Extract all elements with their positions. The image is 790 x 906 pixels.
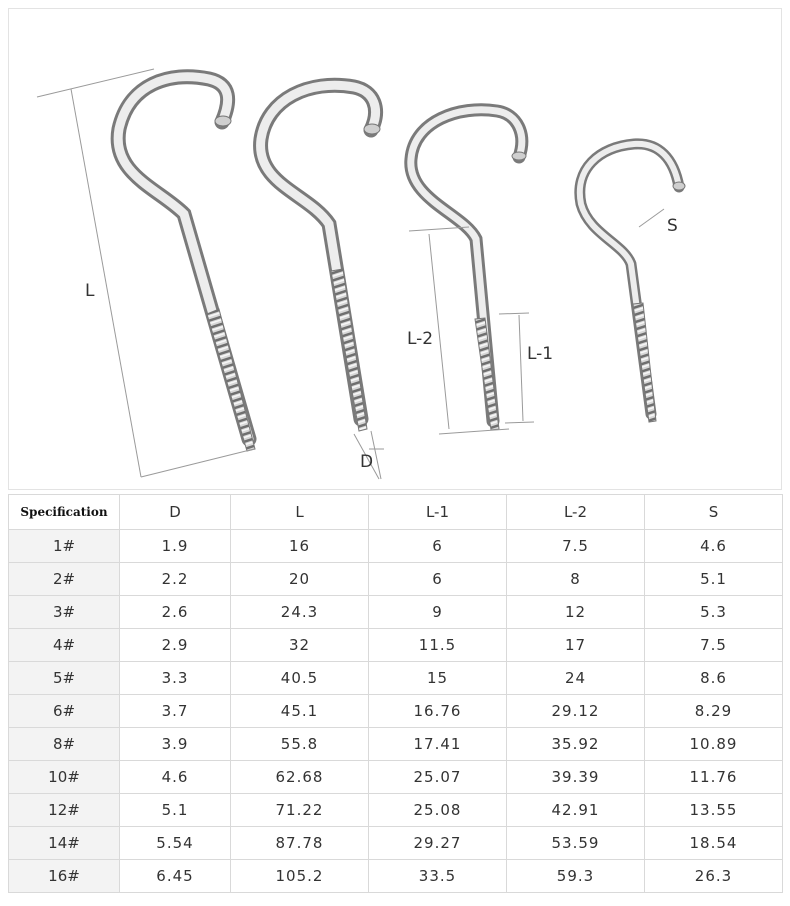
table-row (9, 695, 783, 728)
d-cell: 3.7 (120, 695, 231, 728)
d-cell: 2.9 (120, 629, 231, 662)
l2-cell: 59.3 (507, 860, 645, 893)
spec-cell: 2# (9, 563, 120, 596)
d-cell: 5.1 (120, 794, 231, 827)
l2-cell: 42.91 (507, 794, 645, 827)
table-header-row (9, 495, 783, 530)
hook-4 (580, 144, 685, 422)
table-row (9, 530, 783, 563)
header-specification: Specification (9, 495, 120, 530)
table-row (9, 860, 783, 893)
l2-cell: 8 (507, 563, 645, 596)
table-row (9, 794, 783, 827)
s-cell: 18.54 (645, 827, 783, 860)
l-cell: 40.5 (231, 662, 369, 695)
spec-cell: 12# (9, 794, 120, 827)
spec-cell: 8# (9, 728, 120, 761)
l2-cell: 12 (507, 596, 645, 629)
hook-3 (411, 110, 526, 430)
d-cell: 3.3 (120, 662, 231, 695)
l-cell: 71.22 (231, 794, 369, 827)
l1-cell: 11.5 (369, 629, 507, 662)
product-photo (8, 8, 782, 490)
l1-cell: 33.5 (369, 860, 507, 893)
l2-cell: 39.39 (507, 761, 645, 794)
spec-cell: 3# (9, 596, 120, 629)
l1-cell: 6 (369, 563, 507, 596)
l2-cell: 53.59 (507, 827, 645, 860)
table-row (9, 563, 783, 596)
l1-cell: 6 (369, 530, 507, 563)
l1-cell: 15 (369, 662, 507, 695)
s-cell: 7.5 (645, 629, 783, 662)
l-cell: 24.3 (231, 596, 369, 629)
s-cell: 4.6 (645, 530, 783, 563)
d-cell: 2.6 (120, 596, 231, 629)
l-cell: 45.1 (231, 695, 369, 728)
l1-cell: 17.41 (369, 728, 507, 761)
s-cell: 5.1 (645, 563, 783, 596)
s-cell: 13.55 (645, 794, 783, 827)
spec-cell: 10# (9, 761, 120, 794)
s-cell: 5.3 (645, 596, 783, 629)
l-cell: 105.2 (231, 860, 369, 893)
l-cell: 20 (231, 563, 369, 596)
hook-1 (118, 77, 255, 451)
dimension-label-l: L (85, 281, 95, 301)
spec-cell: 1# (9, 530, 120, 563)
l1-cell: 29.27 (369, 827, 507, 860)
s-cell: 26.3 (645, 860, 783, 893)
dimension-label-l2: L-2 (407, 329, 434, 349)
l-cell: 62.68 (231, 761, 369, 794)
l2-cell: 35.92 (507, 728, 645, 761)
l1-cell: 16.76 (369, 695, 507, 728)
header-l: L (231, 495, 369, 530)
l2-cell: 17 (507, 629, 645, 662)
table-row (9, 629, 783, 662)
dimension-label-d: D (360, 452, 374, 472)
table-row (9, 596, 783, 629)
d-cell: 1.9 (120, 530, 231, 563)
l1-cell: 9 (369, 596, 507, 629)
d-cell: 5.54 (120, 827, 231, 860)
dimension-label-s: S (667, 216, 678, 236)
header-l2: L-2 (507, 495, 645, 530)
dimension-lines (37, 69, 664, 479)
dimension-label-l1: L-1 (527, 344, 554, 364)
s-cell: 8.6 (645, 662, 783, 695)
l1-cell: 25.07 (369, 761, 507, 794)
spec-cell: 6# (9, 695, 120, 728)
table-row (9, 662, 783, 695)
l2-cell: 24 (507, 662, 645, 695)
spec-cell: 16# (9, 860, 120, 893)
screw-hooks-illustration (9, 9, 783, 491)
table-row (9, 827, 783, 860)
spec-cell: 5# (9, 662, 120, 695)
d-cell: 6.45 (120, 860, 231, 893)
l-cell: 16 (231, 530, 369, 563)
header-l1: L-1 (369, 495, 507, 530)
hook-2 (261, 85, 380, 431)
header-d: D (120, 495, 231, 530)
l2-cell: 29.12 (507, 695, 645, 728)
d-cell: 2.2 (120, 563, 231, 596)
table-row (9, 728, 783, 761)
l-cell: 32 (231, 629, 369, 662)
spec-cell: 4# (9, 629, 120, 662)
header-s: S (645, 495, 783, 530)
specification-table (8, 494, 783, 893)
l-cell: 55.8 (231, 728, 369, 761)
l-cell: 87.78 (231, 827, 369, 860)
d-cell: 3.9 (120, 728, 231, 761)
s-cell: 10.89 (645, 728, 783, 761)
d-cell: 4.6 (120, 761, 231, 794)
s-cell: 8.29 (645, 695, 783, 728)
table-row (9, 761, 783, 794)
s-cell: 11.76 (645, 761, 783, 794)
l1-cell: 25.08 (369, 794, 507, 827)
l2-cell: 7.5 (507, 530, 645, 563)
spec-cell: 14# (9, 827, 120, 860)
